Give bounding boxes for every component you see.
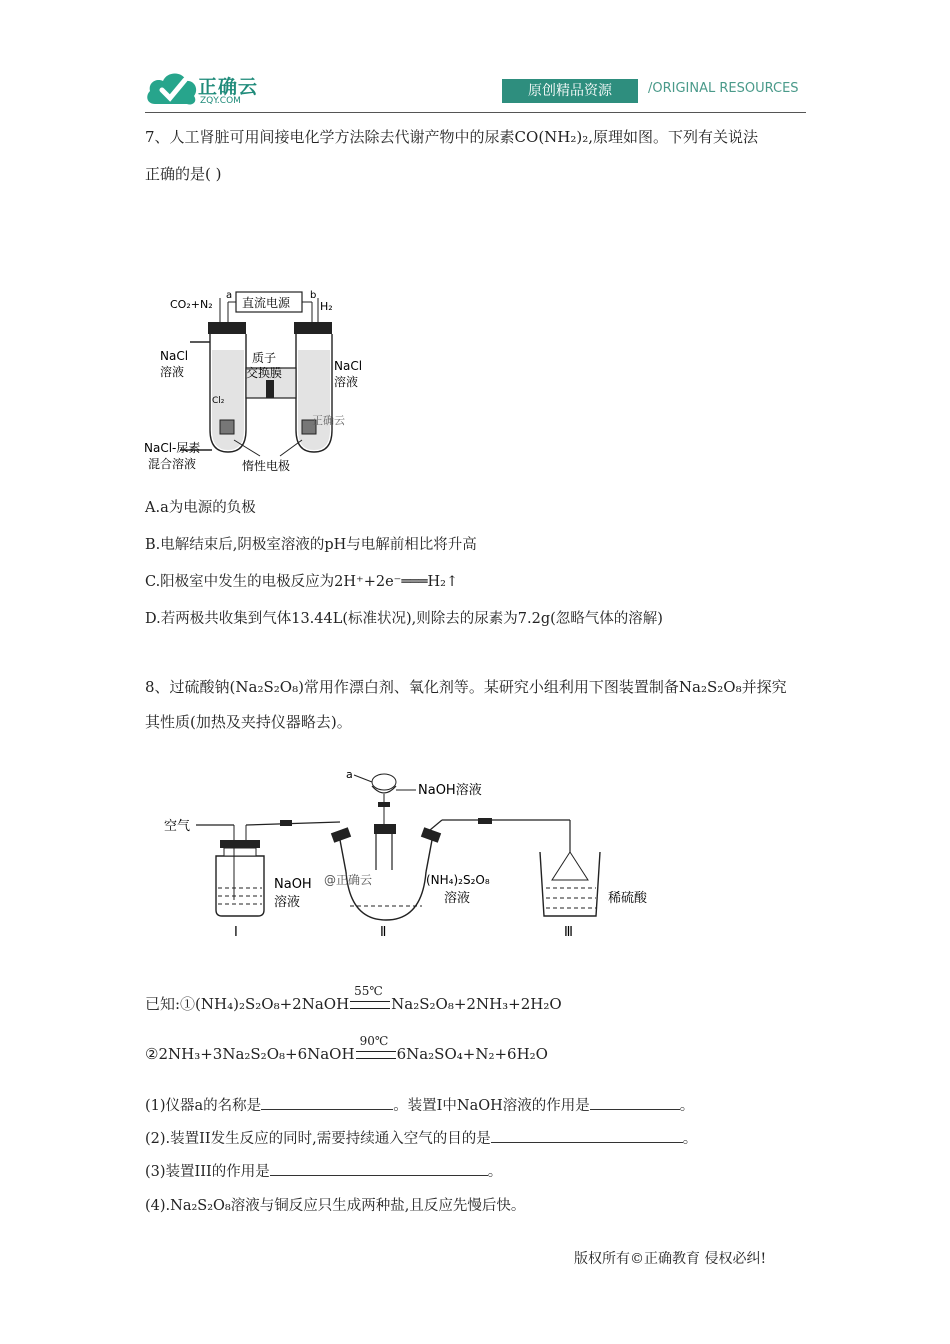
fig7-nacl-right-1: NaCl (334, 359, 363, 373)
fig8-acid: 稀硫酸 (608, 891, 648, 906)
fig7-nacl-left-2: 溶液 (160, 365, 185, 379)
q8-sub2 (145, 1128, 697, 1150)
q8-known-2-left: ②2NH₃+3Na₂S₂O₈+6NaOH (145, 1045, 355, 1063)
fig8-naoh-2: 溶液 (274, 895, 301, 910)
q8-stem-line2: 其性质(加热及夹持仪器略去)。 (145, 713, 352, 731)
fig7-membrane-2: 交换膜 (246, 366, 283, 380)
fig7-electrode: 惰性电极 (242, 459, 291, 473)
q7-stem-line2: 正确的是( ) (145, 165, 222, 183)
q8-sub3 (145, 1161, 502, 1183)
fig8-label-2: Ⅱ (380, 925, 387, 940)
cloud-check-icon (145, 66, 201, 110)
q8-known-1-cond: 55℃ (354, 984, 383, 998)
electrolysis-figure (140, 280, 380, 480)
q8-known-2 (145, 1034, 548, 1065)
fig7-co2n2: CO₂+N₂ (170, 298, 213, 311)
q8-sub3-a: (3)装置III的作用是 (145, 1164, 270, 1180)
fig8-nh4-2: 溶液 (444, 891, 471, 906)
q8-sub3-b: 。 (487, 1164, 503, 1180)
fig8-naoh-1: NaOH (274, 877, 312, 892)
q7-option-d: D.若两极共收集到气体13.44L(标准状况),则除去的尿素为7.2g(忽略气体的溶解) (145, 611, 663, 627)
fig8-a: a (346, 768, 353, 781)
q8-sub1 (145, 1095, 694, 1117)
q8-stem-line1: 8、过硫酸钠(Na₂S₂O₈)常用作漂白剂、氧化剂等。某研究小组利用下图装置制备Na₂S₂O₈并探究 (145, 678, 787, 696)
q8-known-1-left: 已知:①(NH₄)₂S₂O₈+2NaOH (145, 995, 350, 1013)
fig8-watermark: @正确云 (324, 873, 373, 887)
banner-original: 原创精品资源 (502, 79, 638, 103)
fig7-membrane-1: 质子 (252, 351, 277, 365)
q8-known-2-right: 6Na₂SO₄+N₂+6H₂O (396, 1045, 548, 1063)
q8-sub1-b: 。装置I中NaOH溶液的作用是 (393, 1098, 590, 1114)
fig7-nacl-left-1: NaCl (160, 349, 189, 363)
q8-sub2-b: 。 (682, 1131, 698, 1147)
answer-blank[interactable] (270, 1161, 488, 1176)
equal-sign-condition (356, 1034, 396, 1059)
fig7-mix-1: NaCl-尿素 (144, 441, 201, 455)
equal-sign-condition (350, 984, 390, 1009)
fig7-cl2: Cl₂ (212, 396, 225, 406)
banner-english: /ORIGINAL RESOURCES (648, 81, 799, 96)
answer-blank[interactable] (491, 1128, 683, 1143)
logo-domain: ZQY.COM (200, 96, 241, 106)
answer-blank[interactable] (590, 1095, 680, 1110)
fig8-label-1: Ⅰ (234, 925, 238, 940)
q7-option-b: B.电解结束后,阴极室溶液的pH与电解前相比将升高 (145, 537, 477, 553)
q8-known-2-cond: 90℃ (359, 1034, 389, 1048)
fig7-watermark: 正确云 (312, 414, 345, 427)
fig8-nh4-1: (NH₄)₂S₂O₈ (426, 873, 490, 887)
q8-known-1 (145, 984, 562, 1015)
fig7-nacl-right-2: 溶液 (334, 375, 359, 389)
fig7-h2: H₂ (320, 300, 333, 313)
q7-option-a: A.a为电源的负极 (145, 500, 256, 516)
answer-blank[interactable] (261, 1095, 393, 1110)
q8-sub1-a: (1)仪器a的名称是 (145, 1098, 262, 1114)
footer-copyright: 版权所有©正确教育 侵权必纠! (574, 1251, 767, 1267)
fig7-a: a (226, 290, 233, 301)
q8-sub4: (4).Na₂S₂O₈溶液与铜反应只生成两种盐,且反应先慢后快。 (145, 1198, 526, 1214)
q8-sub2-a: (2).装置II发生反应的同时,需要持续通入空气的目的是 (145, 1131, 491, 1147)
apparatus-figure (160, 760, 660, 940)
fig7-b: b (310, 290, 317, 301)
fig7-power-label: 直流电源 (242, 296, 291, 310)
q7-option-c: C.阳极室中发生的电极反应为2H⁺+2e⁻═══H₂↑ (145, 574, 459, 590)
header-rule (145, 112, 806, 113)
q7-stem-line1: 7、人工肾脏可用间接电化学方法除去代谢产物中的尿素CO(NH₂)₂,原理如图。下列有关说法 (145, 128, 759, 146)
logo-name: 正确云 (198, 76, 259, 98)
q8-known-1-right: Na₂S₂O₈+2NH₃+2H₂O (391, 995, 562, 1013)
fig8-label-3: Ⅲ (564, 925, 573, 940)
fig7-mix-2: 混合溶液 (148, 457, 197, 471)
q8-sub1-c: 。 (679, 1098, 695, 1114)
fig8-air: 空气 (164, 819, 191, 834)
fig8-naoh-funnel: NaOH溶液 (418, 783, 482, 798)
